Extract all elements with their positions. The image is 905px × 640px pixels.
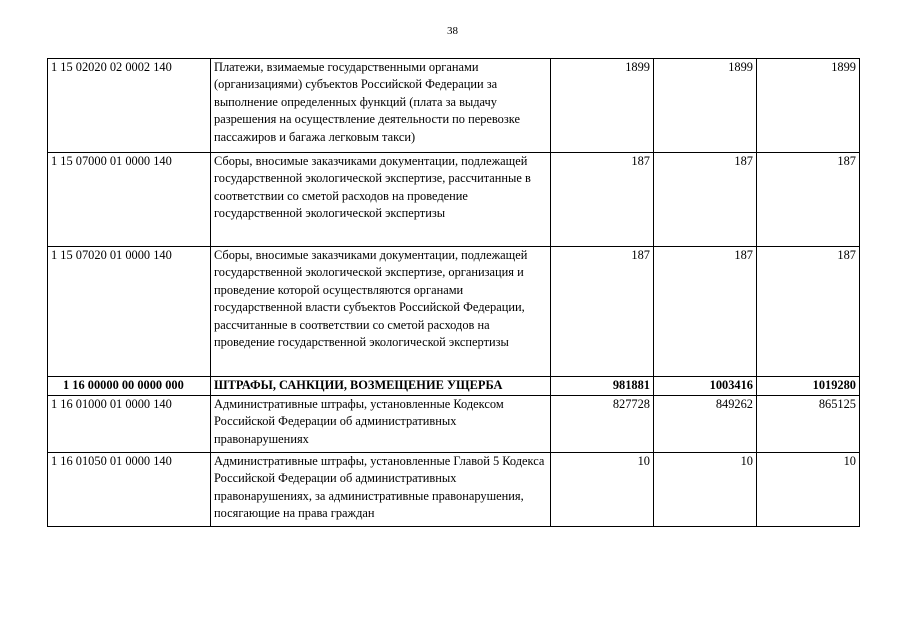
row-description: Платежи, взимаемые государственными органами (организациями) субъектов Российской Федерации за выполнение определенных функций (плата за выдачу разрешения на осуществление деятельности по перевозке пассажиров и багажа легковым такси) xyxy=(211,59,551,153)
row-value-year-3: 187 xyxy=(757,153,860,247)
row-value-year-2: 187 xyxy=(654,153,757,247)
row-value-year-3: 1019280 xyxy=(757,377,860,396)
row-value-year-1: 187 xyxy=(551,247,654,377)
row-value-year-3: 187 xyxy=(757,247,860,377)
row-value-year-1: 187 xyxy=(551,153,654,247)
row-value-year-2: 849262 xyxy=(654,396,757,453)
row-code: 1 15 07020 01 0000 140 xyxy=(48,247,211,377)
table-row xyxy=(48,396,860,453)
row-value-year-2: 10 xyxy=(654,453,757,527)
row-value-year-2: 1899 xyxy=(654,59,757,153)
row-value-year-3: 865125 xyxy=(757,396,860,453)
budget-revenue-table xyxy=(47,58,860,527)
row-code: 1 16 01000 01 0000 140 xyxy=(48,396,211,453)
row-value-year-3: 1899 xyxy=(757,59,860,153)
row-code: 1 15 07000 01 0000 140 xyxy=(48,153,211,247)
table-row xyxy=(48,453,860,527)
row-description: Сборы, вносимые заказчиками документации, подлежащей государственной экологической экспертизе, организация и проведение которой осуществляются органами государственной власти субъектов Российской Федерации, рассчитанные в соответствии со сметой расходов на проведение государственной экологической экспертизы xyxy=(211,247,551,377)
row-code: 1 16 01050 01 0000 140 xyxy=(48,453,211,527)
row-value-year-1: 1899 xyxy=(551,59,654,153)
row-value-year-2: 1003416 xyxy=(654,377,757,396)
row-value-year-1: 981881 xyxy=(551,377,654,396)
row-description: ШТРАФЫ, САНКЦИИ, ВОЗМЕЩЕНИЕ УЩЕРБА xyxy=(211,377,551,396)
page-number: 38 xyxy=(447,25,458,37)
row-value-year-1: 827728 xyxy=(551,396,654,453)
row-description: Административные штрафы, установленные Главой 5 Кодекса Российской Федерации об административных правонарушениях, за административные правонарушения, посягающие на права граждан xyxy=(211,453,551,527)
row-code: 1 16 00000 00 0000 000 xyxy=(48,377,211,396)
row-value-year-2: 187 xyxy=(654,247,757,377)
table-row-section-total xyxy=(48,377,860,396)
row-value-year-1: 10 xyxy=(551,453,654,527)
row-code: 1 15 02020 02 0002 140 xyxy=(48,59,211,153)
row-value-year-3: 10 xyxy=(757,453,860,527)
row-description: Административные штрафы, установленные Кодексом Российской Федерации об административных правонарушениях xyxy=(211,396,551,453)
row-description: Сборы, вносимые заказчиками документации, подлежащей государственной экологической экспертизе, рассчитанные в соответствии со сметой расходов на проведение государственной экологической экспертизы xyxy=(211,153,551,247)
table-row xyxy=(48,247,860,377)
table-row xyxy=(48,153,860,247)
table-row xyxy=(48,59,860,153)
